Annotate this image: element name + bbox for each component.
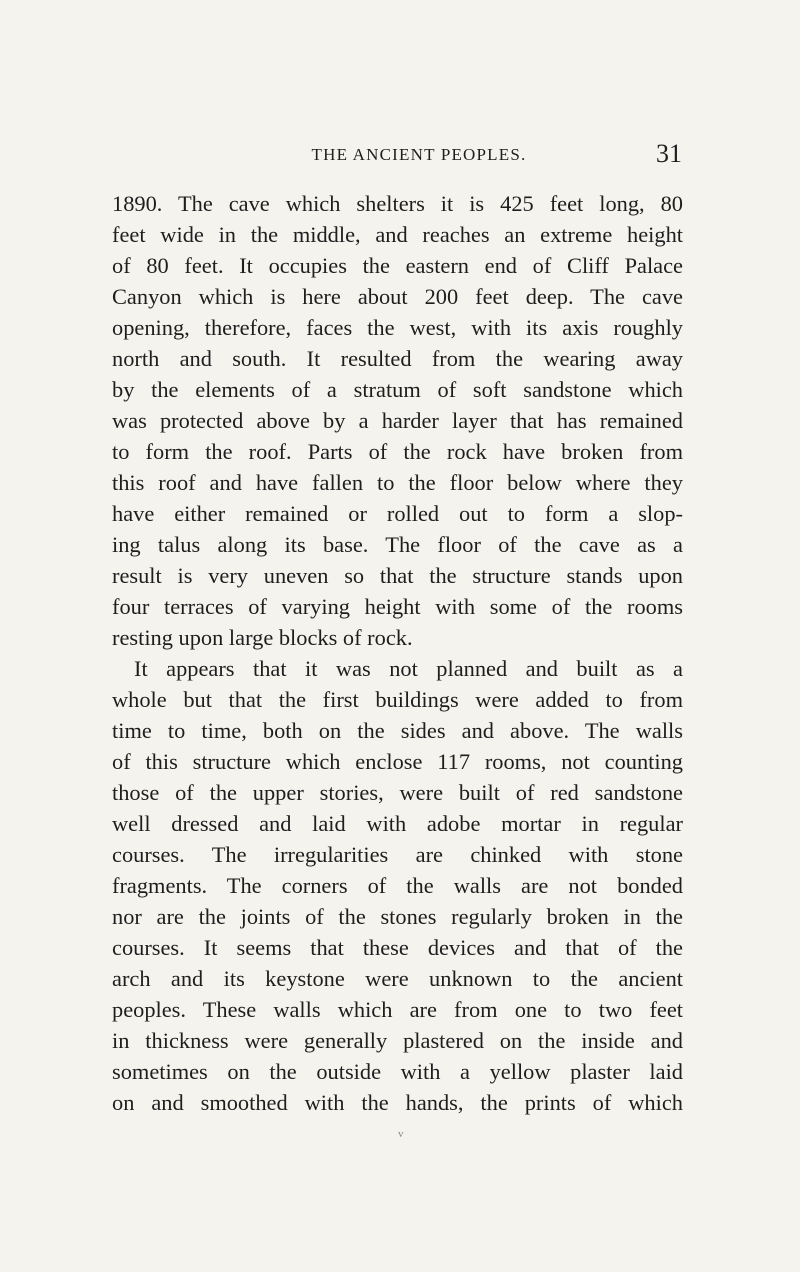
text-line: those of the upper stories, were built of red sandstone [112, 780, 683, 805]
stray-print-mark: v [398, 1128, 404, 1140]
text-line: this roof and have fallen to the floor below where they [112, 470, 683, 495]
running-head [112, 139, 682, 171]
text-line: sometimes on the outside with a yellow plaster laid [112, 1059, 683, 1084]
text-line: feet wide in the middle, and reaches an extreme height [112, 222, 683, 247]
running-title: THE ANCIENT PEOPLES. [311, 145, 527, 164]
text-line: time to time, both on the sides and above. The walls [112, 718, 683, 743]
text-line: by the elements of a stratum of soft sandstone which [112, 377, 683, 402]
text-line: Canyon which is here about 200 feet deep. The cave [112, 284, 683, 309]
body-text [112, 188, 683, 1118]
text-line: courses. The irregularities are chinked with stone [112, 842, 683, 867]
text-line: nor are the joints of the stones regularly broken in the [112, 904, 683, 929]
text-line: of 80 feet. It occupies the eastern end of Cliff Palace [112, 253, 683, 278]
text-line: ing talus along its base. The floor of the cave as a [112, 532, 683, 557]
text-line: opening, therefore, faces the west, with its axis roughly [112, 315, 683, 340]
text-line: north and south. It resulted from the wearing away [112, 346, 683, 371]
text-line: four terraces of varying height with some of the rooms [112, 594, 683, 619]
text-line: have either remained or rolled out to form a slop- [112, 501, 683, 526]
text-line: to form the roof. Parts of the rock have broken from [112, 439, 683, 464]
text-line: well dressed and laid with adobe mortar in regular [112, 811, 683, 836]
page-number: 31 [656, 139, 682, 168]
text-line: in thickness were generally plastered on the inside and [112, 1028, 683, 1053]
text-line: of this structure which enclose 117 rooms, not counting [112, 749, 683, 774]
paragraph-last-line: resting upon large blocks of rock. [112, 625, 413, 650]
text-line: peoples. These walls which are from one to two feet [112, 997, 683, 1022]
text-line: whole but that the first buildings were added to from [112, 687, 683, 712]
text-line: courses. It seems that these devices and that of the [112, 935, 683, 960]
text-line: on and smoothed with the hands, the prints of which [112, 1090, 683, 1115]
text-line: 1890. The cave which shelters it is 425 feet long, 80 [112, 191, 683, 216]
text-line: arch and its keystone were unknown to the ancient [112, 966, 683, 991]
text-line: was protected above by a harder layer that has remained [112, 408, 683, 433]
paragraph-first-line: It appears that it was not planned and built as a [134, 656, 683, 681]
text-line: fragments. The corners of the walls are not bonded [112, 873, 683, 898]
text-line: result is very uneven so that the structure stands upon [112, 563, 683, 588]
